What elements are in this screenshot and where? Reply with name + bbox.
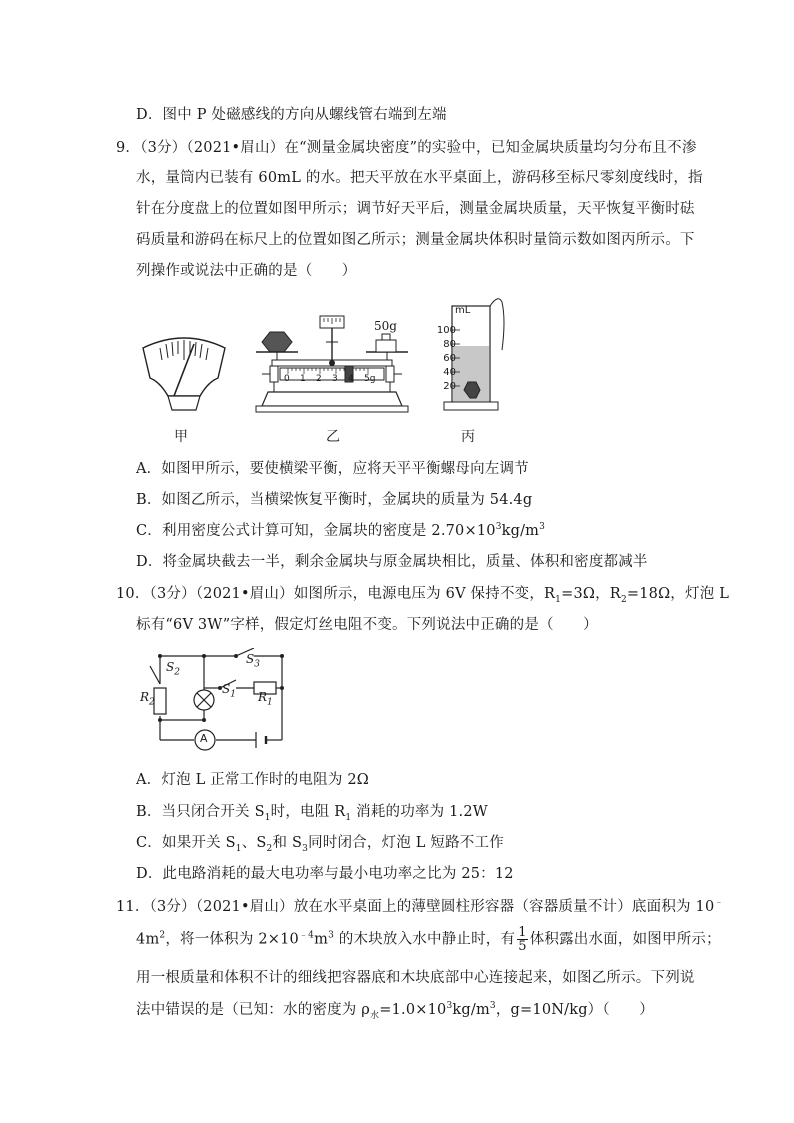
q10-option-a: A．灯泡 L 正常工作时的电阻为 2Ω xyxy=(136,772,369,788)
q9-stem-line5: 列操作或说法中正确的是（ ） xyxy=(136,263,357,279)
q9-option-c: C．利用密度公式计算可知，金属块的密度是 $2.70\times 10^3kg/m^3$ xyxy=(136,522,546,539)
q10-stem-line1: 10．（3分）（2021•眉山）如图所示，电源电压为 6V 保持不变，$R_1=3\Omega$，$R_2=18\Omega$，灯泡 L xyxy=(116,586,730,605)
q9-option-b: B．如图乙所示，当横梁恢复平衡时，金属块的质量为 54.4g xyxy=(136,492,533,508)
q9-option-a: A．如图甲所示，要使横梁平衡，应将天平平衡螺母向左调节 xyxy=(136,461,529,477)
label-R2: $R_2$ xyxy=(140,690,155,708)
q9-stem-line3: 针在分度盘上的位置如图甲所示；调节好天平后，测量金属块质量，天平恢复平衡时砝 xyxy=(136,201,695,217)
q11-stem-line3: 用一根质量和体积不计的细线把容器底和木块底部中心连接起来，如图乙所示。下列说 xyxy=(136,970,695,986)
label-S3: $S_3$ xyxy=(246,652,260,670)
q9-caption-bing: 丙 xyxy=(461,429,475,445)
fraction-one-fifth: $\frac{1}{5}$ xyxy=(518,925,527,954)
q11-stem-line2: $4m^2$，将一体积为 $2\times 10^{﹣4}m^3$ 的木块放入水中静止时，有 $\frac{1}{5}$ 体积露出水面，如图甲所示； xyxy=(136,925,721,954)
metal-block-icon xyxy=(262,332,292,352)
cylinder-tick-100: 100 xyxy=(436,325,456,336)
scale-tick-3: 3 xyxy=(332,374,338,384)
scale-tick-0: 0 xyxy=(284,374,290,384)
scale-tick-4: 4 xyxy=(348,374,354,384)
scale-tick-1: 1 xyxy=(300,374,306,384)
q9-stem-line2: 水，量筒内已装有 60mL 的水。把天平放在水平桌面上，游码移至标尺零刻度线时，指 xyxy=(136,170,703,186)
q10-option-d: D．此电路消耗的最大电功率与最小电功率之比为 25：12 xyxy=(136,866,514,882)
q9-weight-label: 50g xyxy=(374,319,397,333)
q9-stem-line1: 9．（3分）（2021•眉山）在“测量金属块密度”的实验中，已知金属块质量均匀分布且不渗 xyxy=(116,140,697,156)
q9-caption-yi: 乙 xyxy=(326,429,340,445)
label-R1: $R_1$ xyxy=(258,690,273,708)
q9-caption-jia: 甲 xyxy=(174,429,188,445)
q11-stem-line1: 11．（3分）（2021•眉山）放在水平桌面上的薄壁圆柱形容器（容器质量不计）底面积为 10﹣ xyxy=(116,898,724,915)
label-S1: $S_1$ xyxy=(222,682,236,700)
q9-figure-jia-dial xyxy=(138,330,230,415)
cylinder-tick-60: 60 xyxy=(443,353,456,364)
scale-tick-5g: 5g xyxy=(364,374,376,384)
q10-option-c: C．如果开关 $S_1$、$S_2$和 $S_3$同时闭合，灯泡 L 短路不工作 xyxy=(136,835,504,854)
cylinder-tick-80: 80 xyxy=(443,339,456,350)
q11-stem-line4: 法中错误的是（已知：水的密度为 $\rho_水=1.0\times 10^3kg/m^3$，g=10N/kg）（ ） xyxy=(136,1001,654,1021)
q9-option-d: D．将金属块截去一半，剩余金属块与原金属块相比，质量、体积和密度都减半 xyxy=(136,554,648,570)
cylinder-unit: mL xyxy=(455,305,471,316)
scale-tick-2: 2 xyxy=(316,374,322,384)
q10-stem-line2: 标有“6V 3W”字样，假定灯丝电阻不变。下列说法中正确的是（ ） xyxy=(136,617,598,633)
weight-50g-icon xyxy=(376,340,396,352)
q10-option-b: B．当只闭合开关 $S_1$时，电阻 $R_1$ 消耗的功率为 1.2W xyxy=(136,804,488,823)
q8-option-d: D．图中 P 处磁感线的方向从螺线管右端到左端 xyxy=(136,107,447,123)
label-S2: $S_2$ xyxy=(166,660,180,678)
q9-stem-line4: 码质量和游码在标尺上的位置如图乙所示；测量金属块体积时量筒示数如图丙所示。下 xyxy=(136,232,695,248)
ammeter-label: A xyxy=(200,732,208,745)
cylinder-tick-40: 40 xyxy=(443,367,456,378)
cylinder-tick-20: 20 xyxy=(443,381,456,392)
